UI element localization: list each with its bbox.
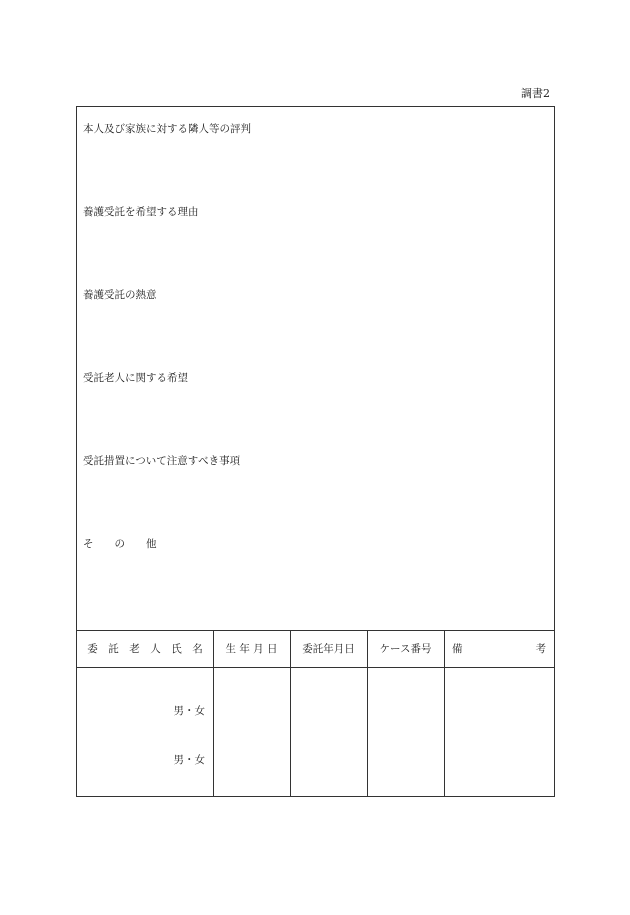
section-reason-for-request: 養護受託を希望する理由 [83,206,199,218]
form-frame [76,106,555,797]
section-neighbor-reputation: 本人及び家族に対する隣人等の評判 [83,123,251,135]
table-header-row [77,630,554,668]
header-birth-date: 生 年 月 日 [225,643,278,655]
header-elderly-name: 委 託 老 人 氏 名 [87,643,203,655]
section-enthusiasm: 養護受託の熱意 [83,289,157,301]
section-notes-on-measures: 受託措置について注意すべき事項 [83,455,241,467]
header-remarks-left: 備 [452,643,463,655]
header-entrust-date: 委託年月日 [302,643,355,655]
gender-label-row-1: 男・女 [173,705,205,717]
sections-area [77,107,554,630]
table-body [77,668,554,796]
header-remarks-right: 考 [535,643,546,655]
header-case-number: ケース番号 [379,643,432,655]
gender-label-row-2: 男・女 [173,754,205,766]
section-other: そ の 他 [83,538,157,550]
section-preference-for-elderly: 受託老人に関する希望 [83,372,188,384]
document-code: 調書2 [521,87,550,100]
